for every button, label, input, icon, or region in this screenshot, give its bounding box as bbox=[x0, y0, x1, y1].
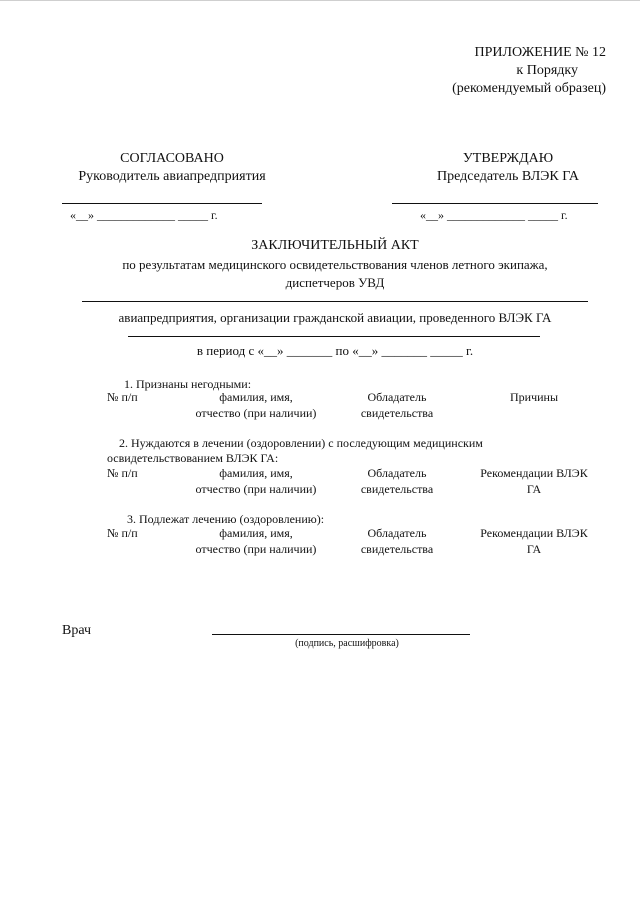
section-3-col-recommendations-line1: Рекомендации ВЛЭК bbox=[480, 526, 588, 540]
section-2-col-number: № п/п bbox=[107, 466, 138, 480]
section-3-col-holder-line2: свидетельства bbox=[360, 542, 434, 556]
section-1-col-number: № п/п bbox=[107, 390, 138, 404]
approve-signature-line bbox=[392, 203, 598, 204]
approve-date: «__» _____________ _____ г. bbox=[420, 208, 568, 222]
section-3-col-recommendations-line2: ГА bbox=[526, 542, 542, 556]
section-2-heading-line2: освидетельствованием ВЛЭК ГА: bbox=[107, 451, 279, 465]
act-subtitle-line1: по результатам медицинского освидетельствования членов летного экипажа, bbox=[122, 257, 548, 272]
approve-role: Председатель ВЛЭК ГА bbox=[437, 169, 579, 184]
agreed-role: Руководитель авиапредприятия bbox=[78, 169, 266, 184]
section-1-col-name-line2: отчество (при наличии) bbox=[195, 406, 317, 420]
section-3-col-name-line2: отчество (при наличии) bbox=[195, 542, 317, 556]
signature-caption: (подпись, расшифровка) bbox=[295, 638, 399, 649]
section-3-col-holder-line1: Обладатель bbox=[367, 526, 427, 540]
section-1-col-reasons: Причины bbox=[509, 390, 559, 404]
section-2-col-holder-line2: свидетельства bbox=[360, 482, 434, 496]
agreed-title: СОГЛАСОВАНО bbox=[120, 151, 224, 166]
section-1-col-name-line1: фамилия, имя, bbox=[219, 390, 293, 404]
section-3-col-number: № п/п bbox=[107, 526, 138, 540]
appendix-title: ПРИЛОЖЕНИЕ № 12 bbox=[474, 45, 606, 60]
appendix-order: к Порядку bbox=[516, 63, 578, 78]
doctor-signature-line bbox=[212, 634, 470, 635]
approve-title: УТВЕРЖДАЮ bbox=[462, 151, 554, 166]
section-2-col-holder-line1: Обладатель bbox=[367, 466, 427, 480]
section-3-col-name-line1: фамилия, имя, bbox=[219, 526, 293, 540]
act-subtitle-line2: диспетчеров УВД bbox=[285, 275, 385, 290]
section-2-col-name-line1: фамилия, имя, bbox=[219, 466, 293, 480]
org-name-line bbox=[82, 301, 588, 302]
page-top-edge bbox=[0, 0, 640, 1]
section-3-heading: 3. Подлежат лечению (оздоровлению): bbox=[127, 512, 325, 526]
period-line: в период с «__» _______ по «__» _______ _____ г. bbox=[196, 343, 474, 358]
act-title: ЗАКЛЮЧИТЕЛЬНЫЙ АКТ bbox=[251, 238, 419, 253]
section-2-col-name-line2: отчество (при наличии) bbox=[195, 482, 317, 496]
org-name-line-2 bbox=[128, 336, 540, 337]
agreed-date: «__» _____________ _____ г. bbox=[70, 208, 218, 222]
section-1-col-holder-line1: Обладатель bbox=[367, 390, 427, 404]
section-1-heading: 1. Признаны негодными: bbox=[124, 377, 252, 391]
org-caption: авиапредприятия, организации гражданской авиации, проведенного ВЛЭК ГА bbox=[118, 310, 552, 325]
agreed-signature-line bbox=[62, 203, 262, 204]
section-2-col-recommendations-line2: ГА bbox=[526, 482, 542, 496]
section-2-col-recommendations-line1: Рекомендации ВЛЭК bbox=[480, 466, 588, 480]
section-1-col-holder-line2: свидетельства bbox=[360, 406, 434, 420]
section-2-heading-line1: 2. Нуждаются в лечении (оздоровлении) с последующим медицинским bbox=[119, 436, 483, 450]
doctor-label: Врач bbox=[62, 623, 92, 638]
appendix-sample-note: (рекомендуемый образец) bbox=[452, 81, 606, 96]
